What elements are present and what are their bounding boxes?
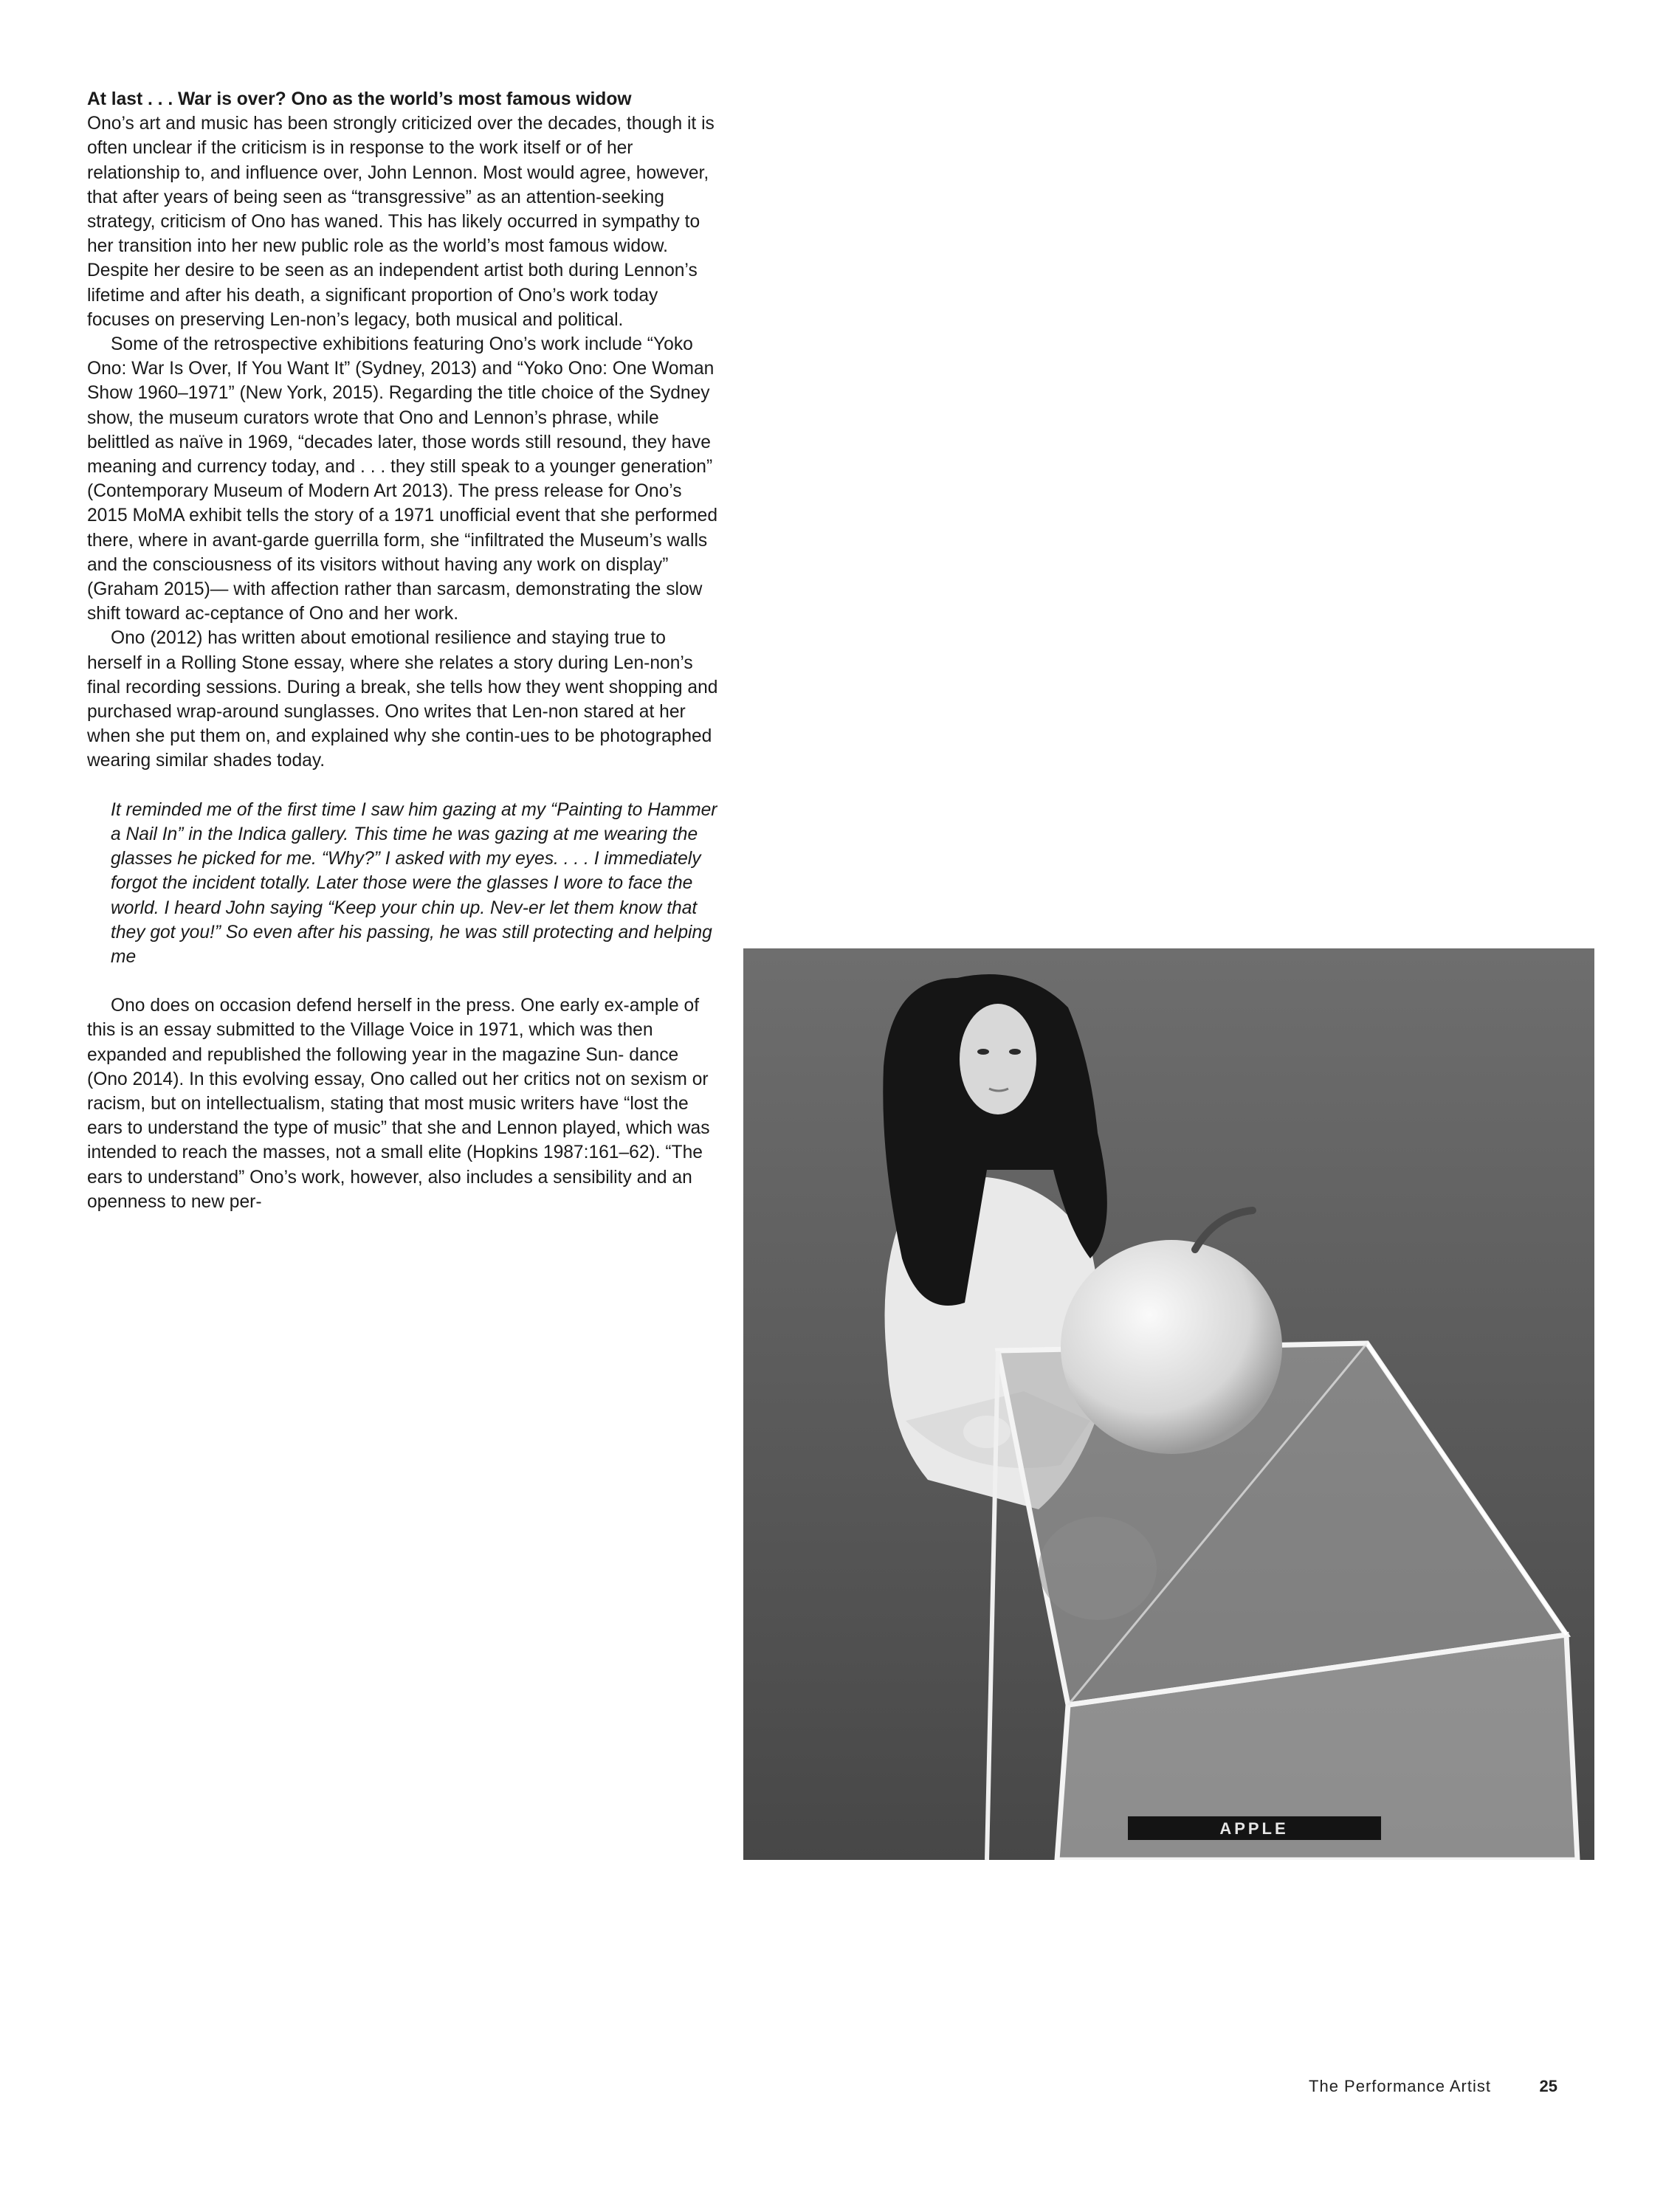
block-quote: It reminded me of the first time I saw him gazing at my “Painting to Hammer a Nail In” in the Indica gallery. This time he was gazing at me wearing the glasses he picked for me. “Why?” I asked with my eyes. . . . I immediately forgot the incident totally. Later those were the glasses I wore to face the world. I heard John saying “Keep your chin up. Nev-er let them know that they got you!” So even after his passing, he was still protecting and helping me — [111, 799, 717, 967]
page-number: 25 — [1539, 2077, 1557, 2095]
body-paragraph: Ono does on occasion defend herself in the press. One early ex-ample of this is an essay submitted to the Village Voice in 1971, which was then expanded and republished the following year in the magazine Sun- dance (Ono 2014). In this evolving essay, Ono called out her critics not on sexism or racism, but on intellectualism, stating that most music writers have “lost the ears to understand the type of music” that she and Lennon played, which was intended to reach the masses, not a small elite (Hopkins 1987:161–62). “The ears to understand” Ono’s work, however, also includes a sensibility and an openness to new per- — [87, 996, 710, 1212]
running-title: The Performance Artist — [1309, 2077, 1491, 2095]
text-column — [87, 87, 722, 1214]
photo-illustration — [743, 948, 1594, 1860]
section-heading: At last . . . War is over? Ono as the world’s most famous widow — [87, 89, 632, 109]
apple-plaque — [1127, 1816, 1382, 1841]
body-paragraph: Ono’s art and music has been strongly criticized over the decades, though it is often unclear if the criticism is in response to the work itself or of her relationship to, and influence over, John Lennon. Most would agree, however, that after years of being seen as “transgressive” as an attention-seeking strategy, criticism of Ono has waned. This has likely occurred in sympathy to her transition into her new public role as the world’s most famous widow. Despite her desire to be seen as an independent artist both during Lennon’s lifetime and after his death, a significant proportion of Ono’s work today focuses on preserving Len-non’s legacy, both musical and political. — [87, 114, 715, 330]
body-paragraph: Some of the retrospective exhibitions featuring Ono’s work include “Yoko Ono: War Is Over, If You Want It” (Sydney, 2013) and “Yoko Ono: One Woman Show 1960–1971” (New York, 2015). Regarding the title choice of the Sydney show, the museum curators wrote that Ono and Lennon’s phrase, while belittled as naïve in 1969, “decades later, those words still resound, they have meaning and currency today, and . . . they still speak to a younger generation” (Contemporary Museum of Modern Art 2013). The press release for Ono’s 2015 MoMA exhibit tells the story of a 1971 unofficial event that she performed there, where in avant-garde guerrilla form, she “infiltrated the Museum’s walls and the consciousness of its visitors without having any work on display” (Graham 2015)— with affection rather than sarcasm, demonstrating the slow shift toward ac-ceptance of Ono and her work. — [87, 334, 717, 624]
plaque-label: APPLE — [1219, 1819, 1289, 1838]
page-footer — [1255, 2074, 1557, 2103]
body-paragraph: Ono (2012) has written about emotional resilience and staying true to herself in a Rolling Stone essay, where she relates a story during Len-non’s final recording sessions. During a break, she tells how they went shopping and purchased wrap-around sunglasses. Ono writes that Len-non stared at her when she put them on, and explained why she contin-ues to be photographed wearing similar shades today. — [87, 628, 718, 771]
photograph-ono-with-apple — [743, 948, 1594, 1860]
